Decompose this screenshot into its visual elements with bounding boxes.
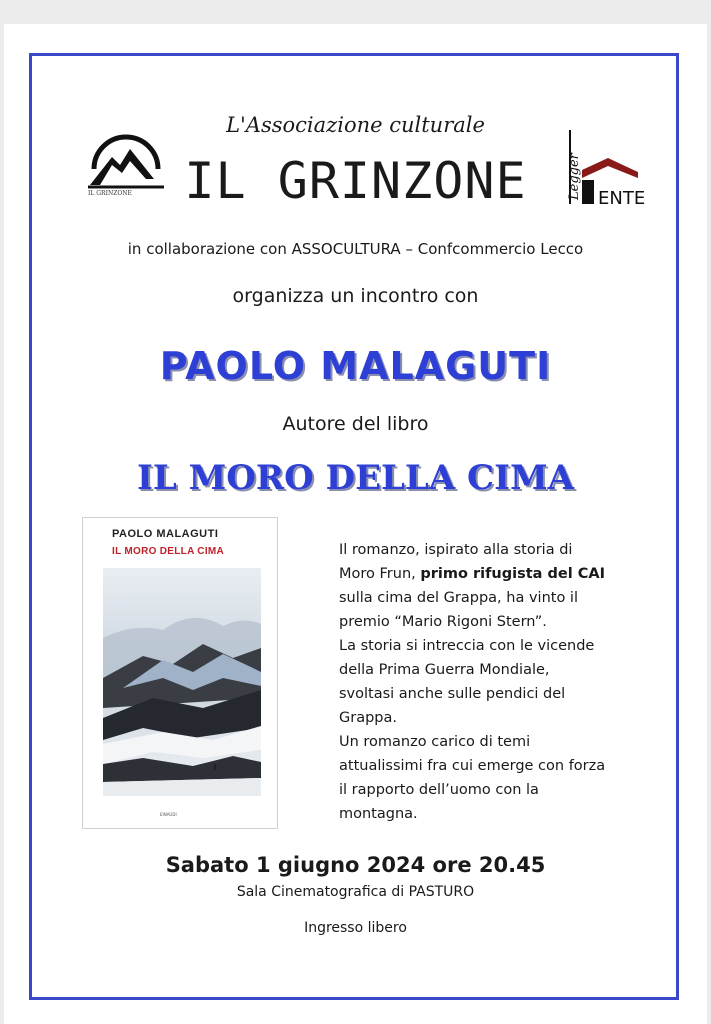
description-paragraph-2: La storia si intreccia con le vicende della Prima Guerra Mondiale, svoltasi anche sulle pendici del Grappa. [339,638,595,726]
right-logo-text: ENTE [598,188,646,208]
description-paragraph-3: Un romanzo carico di temi attualissimi fra cui emerge con forza il rapporto dell’uomo con la montagna. [339,734,606,822]
cover-author: PAOLO MALAGUTI [112,528,219,540]
organizza-line: organizza un incontro con [232,285,479,307]
description-paragraph-1: Il romanzo, ispirato alla storia di Moro Frun, primo rifugista del CAI sulla cima del Grappa, ha vinto il premio “Mario Rigoni Stern”. [339,542,605,630]
cover-mountain-image [103,568,261,796]
book-description [339,538,609,826]
author-label: Autore del libro [282,413,429,435]
top-bar [0,0,711,24]
description-highlight: primo rifugista del CAI [420,566,605,582]
author-name: PAOLO MALAGUTI [159,344,552,388]
cover-title: IL MORO DELLA CIMA [112,546,225,557]
entry-info: Ingresso libero [304,920,407,936]
collaboration-line: in collaborazione con ASSOCULTURA – Confcommercio Lecco [127,240,584,258]
event-venue: Sala Cinematografica di PASTURO [236,884,475,900]
right-logo-text-vertical: Legger [567,153,582,200]
cover-publisher: EINAUDI [160,812,177,817]
association-line: L'Associazione culturale [226,113,485,137]
left-logo-caption: IL GRINZONE [88,190,132,197]
book-title: IL MORO DELLA CIMA [136,458,575,498]
organization-name: IL GRINZONE [184,152,527,210]
event-date: Sabato 1 giugno 2024 ore 20.45 [165,853,546,877]
